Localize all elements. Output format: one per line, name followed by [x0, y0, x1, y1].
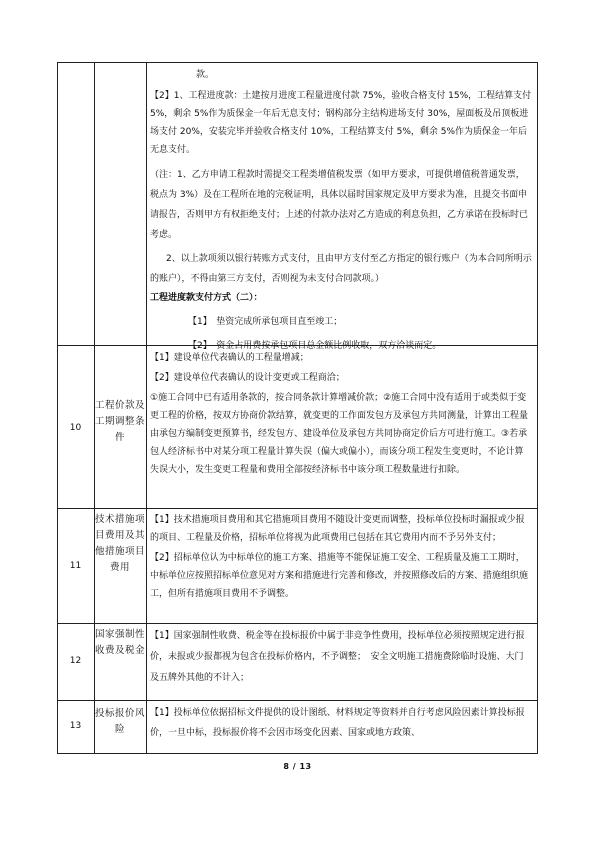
- row-11-number: 11: [69, 561, 82, 571]
- row-9-para-4: 2、以上款项须以银行转账方式支付，且由甲方支付至乙方指定的银行账户（为本合同所明示的账户），不得由第三方支付，否则视为未支付合同款项。）: [150, 254, 532, 284]
- row-9-para-5: 工程进度款支付方式（二）：: [150, 293, 263, 303]
- row-9-content: [150, 67, 532, 355]
- row-10-para-3: ①施工合同中已有适用条款的，按合同条款计算增减价款；②施工合同中没有适用于或类似于变更工程的价格，按双方协商价款结算，就变更的工作面发包方及承包方共同测量，计算出工程量由承包方编制变更预算书，经发包方、建设单位及承包方共同协商定价后方可进行施工。③若承包人经济标书中对某分项工程量计算失误（偏大或偏小），而该分项工程发生变更时，不论计算失误大小，发生变更工程量和费用全部按经济标书中该分项工程数量进行扣除。: [150, 393, 529, 475]
- row-9-para-2: 【2】1、工程进度款：土建按月进度工程量进度付款 75%，验收合格支付 15%，工程结算支付 5%，剩余 5%作为质保金一年后无息支付；钢构部分主结构进场支付 30%，屋面板及吊顶板进场支付 20%，安装完毕并验收合格支付 10%，工程结算支付 5%，剩余 5%作为质保金一年后无息支付。: [150, 91, 532, 155]
- row-9-para-1: 款。: [196, 70, 215, 80]
- row-11-para-2: 【2】招标单位认为中标单位的施工方案、措施等不能保证施工安全、工程质量及施工工期时，中标单位应按照招标单位意见对方案和措施进行完善和修改，并按照修改后的方案、措施组织施工，但所有措施项目费用不予调整。: [150, 553, 529, 599]
- row-12-para-1: 【1】国家强制性收费、税金等在投标报价中属于非竞争性费用，投标单位必须按照规定进行报价，未报或少报都视为包含在投标价格内，不予调整； 安全文明施工措施费除临时设施、大门及五牌外其他的不计入；: [150, 631, 525, 683]
- row-9-para-7: 【2】 资金占用费按承包项目总金额比例收取，双方洽谈而定。: [188, 341, 442, 351]
- row-9-para-3: （注：1、乙方申请工程款时需提交工程类增值税发票（如甲方要求，可提供增值税普通发票，税点为 3%）及在工程所在地的完税证明，具体以届时国家规定及甲方要求为准，且提交书面申请报告，否则甲方有权拒绝支付；上述的付款办法对乙方造成的利息负担，乙方承诺在投标时已考虑。: [150, 170, 529, 240]
- row-10-para-2: 【2】建设单位代表确认的设计变更或工程商洽；: [150, 373, 345, 383]
- row-12-content: [150, 626, 532, 689]
- row-12-number: 12: [69, 656, 82, 666]
- row-9-para-6: 【1】 垫资完成所承包项目直至竣工；: [188, 317, 343, 327]
- row-13-para-1: 【1】投标单位依据招标文件提供的设计图纸、材料规定等资料并自行考虑风险因素计算投标报价，一旦中标，投标报价将不会因市场变化因素、国家或地方政策、: [150, 708, 525, 738]
- row-13-number: 13: [69, 721, 82, 731]
- row-10-number: 10: [69, 423, 82, 433]
- page-number: 8 / 13: [283, 762, 312, 771]
- row-10-name: 工程价款及工期调整条件: [95, 400, 146, 443]
- row-12-name: 国家强制性收费及税金: [95, 629, 146, 656]
- row-13-content: [150, 703, 532, 743]
- row-11-name: 技术措施项目费用及其他措施项目费用: [95, 514, 146, 573]
- row-11-para-1: 【1】技术措施项目费用和其它措施项目费用不随设计变更而调整，投标单位投标时漏报或少报的项目、工程量及价格，招标单位将视为此项费用已包括在其它费用内而不予另外支付；: [150, 515, 525, 543]
- row-11-content: [150, 511, 532, 603]
- row-13-name: 投标报价风险: [95, 708, 146, 735]
- row-10-para-1: 【1】建设单位代表确认的工程量增减；: [150, 353, 309, 363]
- row-10-content: [150, 349, 532, 479]
